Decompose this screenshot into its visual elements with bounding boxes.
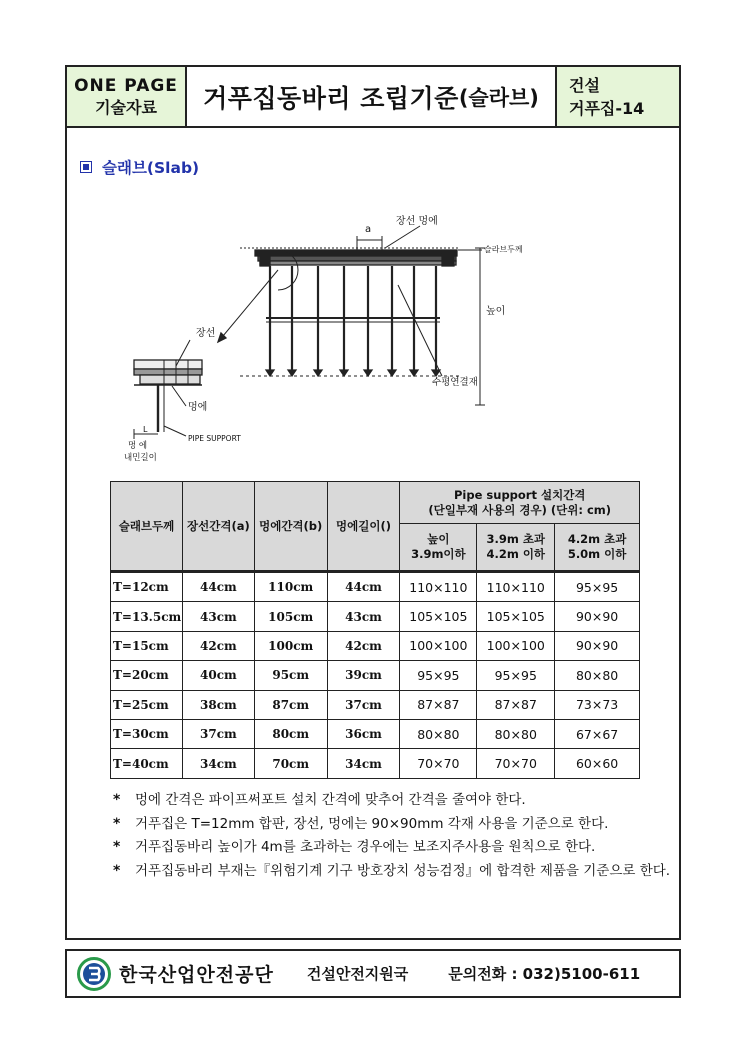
table-cell: 40cm (182, 661, 254, 690)
table-cell: T=30cm (111, 719, 183, 748)
table-cell: T=15cm (111, 631, 183, 660)
table-cell: 67×67 (555, 719, 640, 748)
department-name: 건설안전지원국 (306, 965, 409, 983)
table-cell: 80cm (254, 719, 327, 748)
footer (65, 949, 681, 998)
joists (258, 256, 456, 265)
col-girder-spacing: 멍에간격(b) (254, 482, 327, 572)
table-cell: 70cm (254, 749, 327, 778)
table-cell: T=12cm (111, 572, 183, 602)
table-cell: 110×110 (477, 572, 555, 602)
table-cell: 43cm (327, 602, 400, 631)
table-row (111, 631, 640, 660)
asterisk-icon: * (113, 839, 121, 855)
col-girder-length: 멍에길이() (327, 482, 400, 572)
note-text: 거푸집동바리 부재는『위험기계 기구 방호장치 성능검정』에 합격한 제품을 기준으로 한다. (135, 862, 671, 879)
header-doc-number: 거푸집-14 (569, 98, 645, 118)
col-height-3-line2: 5.0m 이하 (567, 547, 627, 561)
table-cell: 95×95 (555, 572, 640, 602)
asterisk-icon: * (113, 862, 121, 879)
label-L: L (143, 425, 148, 434)
table-cell: 37cm (327, 690, 400, 719)
table-row (111, 749, 640, 778)
label-a: a (365, 224, 372, 235)
formwork-diagram (110, 210, 540, 470)
label-jangseon-myeonge: 장선 멍에 (396, 216, 438, 227)
col-height-2-line2: 4.2m 이하 (486, 547, 546, 561)
col-height-3 (555, 524, 640, 572)
label-myeonge: 멍에 (188, 402, 208, 413)
table-cell: T=13.5cm (111, 602, 183, 631)
col-joist-spacing: 장선간격(a) (182, 482, 254, 572)
label-height: 높이 (486, 306, 506, 317)
label-horizontal-brace: 수평연결재 (432, 377, 478, 388)
header (65, 65, 681, 128)
organization-name: 한국산업안전공단 (119, 964, 274, 986)
page-title (187, 67, 557, 126)
table-cell: 87×87 (400, 690, 477, 719)
note-item (113, 813, 679, 837)
leader-line-joist (385, 226, 420, 248)
table-cell: 60×60 (555, 749, 640, 778)
col-height-1-line1: 높이 (427, 532, 450, 546)
header-tech-data: 기술자료 (95, 97, 157, 117)
notes-list (113, 789, 679, 883)
table-cell: 87×87 (477, 690, 555, 719)
table-cell: 36cm (327, 719, 400, 748)
table-cell: 42cm (327, 631, 400, 660)
col-pipe-support-group (400, 482, 640, 524)
table-cell: 95×95 (477, 661, 555, 690)
table-cell: 73×73 (555, 690, 640, 719)
table-cell: T=20cm (111, 661, 183, 690)
table-cell: 70×70 (477, 749, 555, 778)
section-heading (80, 156, 199, 178)
table-cell: 80×80 (400, 719, 477, 748)
table-cell: 37cm (182, 719, 254, 748)
note-text: 멍에 간격은 파이프써포트 설치 간격에 맞추어 간격을 줄여야 한다. (135, 792, 526, 808)
page-title-paren: (슬라브) (458, 85, 539, 110)
col-height-2-line1: 3.9m 초과 (486, 532, 546, 546)
table-cell: 110×110 (400, 572, 477, 602)
left-end-block (260, 254, 270, 266)
table-cell: T=25cm (111, 690, 183, 719)
table-cell: 105×105 (400, 602, 477, 631)
spec-table (110, 481, 640, 779)
col-height-3-line1: 4.2m 초과 (567, 532, 627, 546)
label-slab-thickness: 슬라브두께 (484, 245, 523, 254)
note-text: 거푸집동바리 높이가 4m를 초과하는 경우에는 보조지주사용을 원칙으로 한다. (135, 839, 596, 855)
label-pipe-support: PIPE SUPPORT (188, 434, 241, 443)
label-jangseon: 장선 (196, 328, 216, 339)
table-cell: 90×90 (555, 631, 640, 660)
table-cell: 80×80 (477, 719, 555, 748)
pipe-support-header-line2: (단일부재 사용의 경우) (단위: cm) (428, 502, 612, 517)
table-cell: 100×100 (400, 631, 477, 660)
note-text: 거푸집은 T=12mm 합판, 장선, 멍에는 90×90mm 각재 사용을 기준으로 한다. (135, 815, 609, 832)
table-cell: 105×105 (477, 602, 555, 631)
table-cell: 34cm (327, 749, 400, 778)
table-cell: 80×80 (555, 661, 640, 690)
table-row (111, 690, 640, 719)
table-cell: 38cm (182, 690, 254, 719)
header-one-page: ONE PAGE (74, 75, 178, 96)
leader-line-pipe-support (164, 426, 186, 436)
table-row (111, 661, 640, 690)
table-cell: 110cm (254, 572, 327, 602)
table-cell: 87cm (254, 690, 327, 719)
table-cell: 105cm (254, 602, 327, 631)
table-cell: 95×95 (400, 661, 477, 690)
header-doc-id (557, 67, 679, 126)
table-cell: 39cm (327, 661, 400, 690)
page-title-main: 거푸집동바리 조립기준 (203, 83, 459, 113)
contact-phone: 문의전화 : 032)5100-611 (448, 965, 641, 983)
kosha-logo-icon (77, 957, 111, 991)
table-cell: 42cm (182, 631, 254, 660)
table-cell: 44cm (182, 572, 254, 602)
table-cell: 43cm (182, 602, 254, 631)
label-myeonge-detail: 멍 에 (128, 441, 148, 451)
square-bullet-icon (80, 161, 92, 173)
pipe-support-header-line1: Pipe support 설치간격 (454, 487, 586, 502)
right-end-block (442, 254, 454, 266)
leader-line-detail-myeonge (172, 386, 186, 406)
table-row (111, 572, 640, 602)
col-height-2 (477, 524, 555, 572)
post-bases (266, 370, 440, 376)
col-height-1-line2: 3.9m이하 (411, 547, 466, 561)
header-category (67, 67, 187, 126)
asterisk-icon: * (113, 815, 121, 832)
table-cell: T=40cm (111, 749, 183, 778)
table-cell: 90×90 (555, 602, 640, 631)
table-cell: 34cm (182, 749, 254, 778)
table-cell: 44cm (327, 572, 400, 602)
table-cell: 100cm (254, 631, 327, 660)
table-cell: 100×100 (477, 631, 555, 660)
note-item (113, 789, 679, 813)
asterisk-icon: * (113, 792, 121, 808)
table-row (111, 719, 640, 748)
table-row (111, 602, 640, 631)
note-item (113, 860, 679, 884)
table-cell: 95cm (254, 661, 327, 690)
col-slab-thickness: 슬래브두께 (111, 482, 183, 572)
section-heading-text: 슬래브(Slab) (102, 159, 200, 177)
header-field: 건설 (569, 75, 600, 95)
note-item (113, 836, 679, 860)
table-cell: 70×70 (400, 749, 477, 778)
col-height-1 (400, 524, 477, 572)
label-overhang: 내민길이 (124, 453, 157, 463)
